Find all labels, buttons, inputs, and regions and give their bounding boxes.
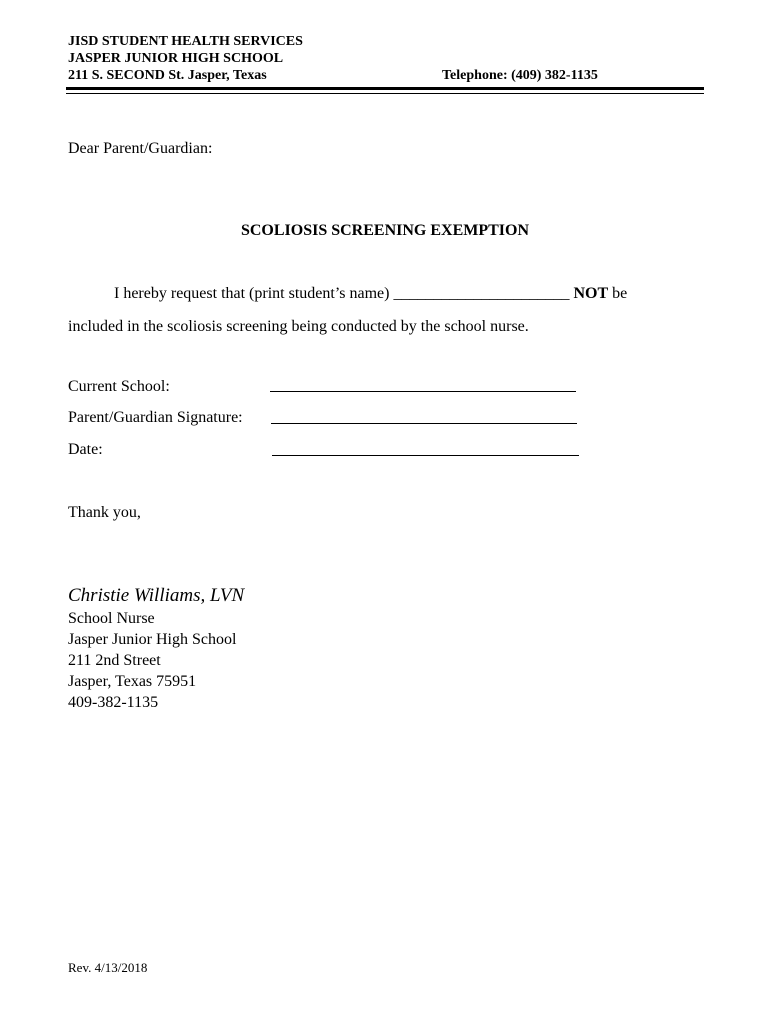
current-school-label: Current School: [68,378,170,395]
date-label: Date: [68,441,103,458]
closing: Thank you, [68,504,141,521]
revision-date: Rev. 4/13/2018 [68,960,148,975]
letterhead-rule-thick [66,87,704,90]
request-line-2: included in the scoliosis screening being conducted by the school nurse. [68,318,529,335]
letterhead-rule-thin [66,93,704,94]
signature-label: Parent/Guardian Signature: [68,409,243,426]
request-text-before: I hereby request that (print student’s name) ______________________ [114,285,574,302]
date-line[interactable] [272,455,579,456]
letterhead-contact-row [68,67,704,84]
document-title: SCOLIOSIS SCREENING EXEMPTION [240,222,530,239]
letterhead-school: JASPER JUNIOR HIGH SCHOOL [68,51,284,66]
letterhead-department: JISD STUDENT HEALTH SERVICES [68,34,303,49]
signature-school: Jasper Junior High School [68,631,237,648]
request-line-1 [114,284,627,303]
salutation: Dear Parent/Guardian: [68,140,213,157]
letterhead-telephone: Telephone: (409) 382-1135 [442,68,598,83]
signature-block [68,608,236,713]
letterhead-address: 211 S. SECOND St. Jasper, Texas [68,68,267,83]
signature-line[interactable] [271,423,577,424]
signature-title: School Nurse [68,610,155,627]
signature-name: Christie Williams, LVN [68,585,245,606]
signature-street: 211 2nd Street [68,652,161,669]
letterhead [68,33,704,84]
request-emphasis: NOT [573,285,609,302]
signature-city: Jasper, Texas 75951 [68,673,197,690]
request-text-after: be [608,285,628,302]
signature-phone: 409-382-1135 [68,694,159,711]
current-school-line[interactable] [270,391,576,392]
